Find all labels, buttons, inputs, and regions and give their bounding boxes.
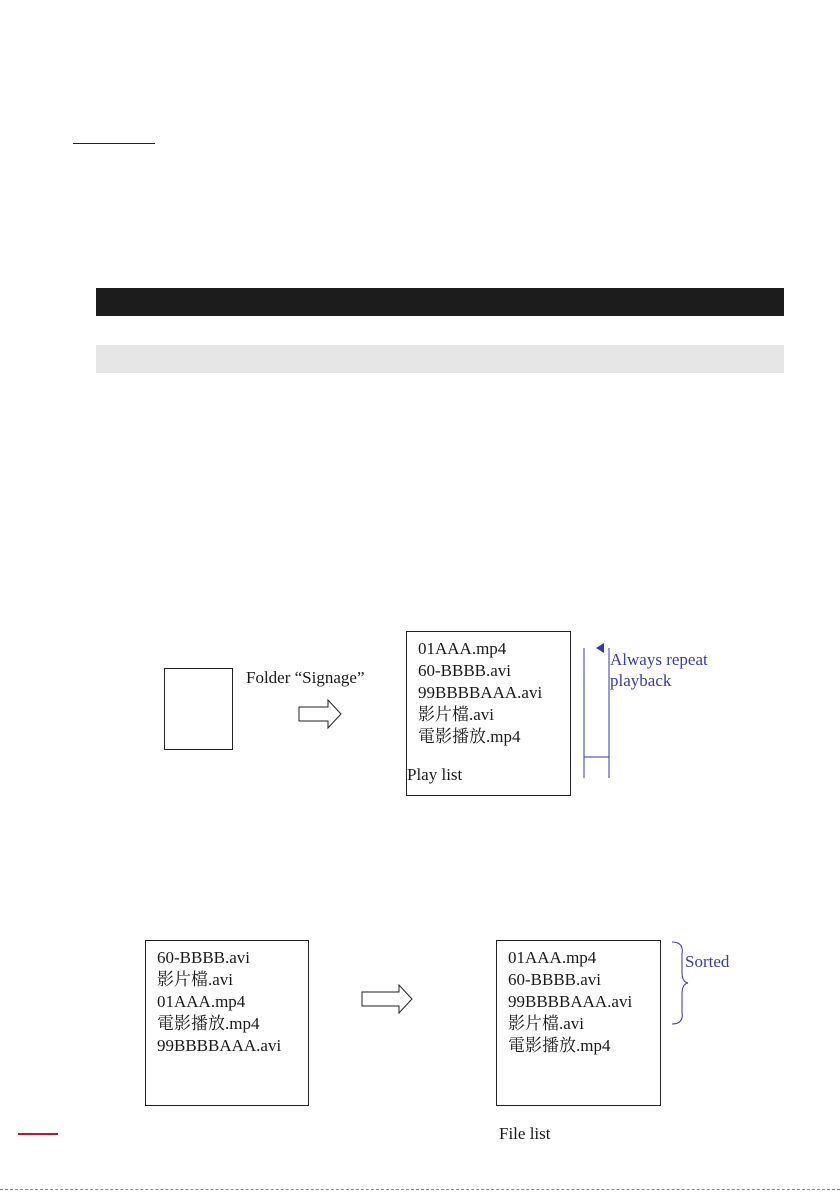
- list-item: 影片檔.avi: [157, 970, 234, 989]
- folder-label: Folder “Signage”: [246, 668, 365, 687]
- right-arrow-icon: [298, 699, 342, 729]
- list-item: 影片檔.avi: [508, 1014, 585, 1033]
- list-item: 影片檔.avi: [418, 705, 495, 724]
- filelist-box: [496, 940, 661, 1106]
- table-row-shade: [96, 345, 784, 373]
- sorted-label: Sorted: [685, 952, 730, 971]
- right-arrow-icon: [361, 984, 413, 1014]
- filelist-caption: File list: [499, 1124, 551, 1143]
- sorted-items: [508, 947, 632, 1057]
- repeat-label: [610, 649, 708, 691]
- list-item: 電影播放.mp4: [418, 727, 521, 746]
- playlist-box: [406, 631, 571, 796]
- list-item: 01AAA.mp4: [508, 948, 597, 967]
- playlist-items: [418, 638, 542, 748]
- folder-box: [164, 668, 233, 750]
- list-item: 01AAA.mp4: [157, 992, 246, 1011]
- list-item: 60-BBBB.avi: [418, 661, 512, 680]
- unsorted-items: [157, 947, 281, 1057]
- list-item: 01AAA.mp4: [418, 639, 507, 658]
- playlist-caption: Play list: [407, 765, 463, 784]
- list-item: 60-BBBB.avi: [157, 948, 251, 967]
- list-item: 99BBBBAAA.avi: [157, 1036, 282, 1055]
- list-item: 99BBBBAAA.avi: [508, 992, 633, 1011]
- repeat-label-line1: Always repeat: [610, 650, 708, 669]
- section-header-bar: [96, 288, 784, 316]
- page-edge-dashes: [0, 1189, 840, 1190]
- list-item: 60-BBBB.avi: [508, 970, 602, 989]
- repeat-label-line2: playback: [610, 671, 672, 690]
- unsorted-box: [145, 940, 309, 1106]
- list-item: 電影播放.mp4: [508, 1036, 611, 1055]
- list-item: 99BBBBAAA.avi: [418, 683, 543, 702]
- footer-rule: [18, 1133, 58, 1135]
- list-item: 電影播放.mp4: [157, 1014, 260, 1033]
- header-rule: [73, 143, 155, 144]
